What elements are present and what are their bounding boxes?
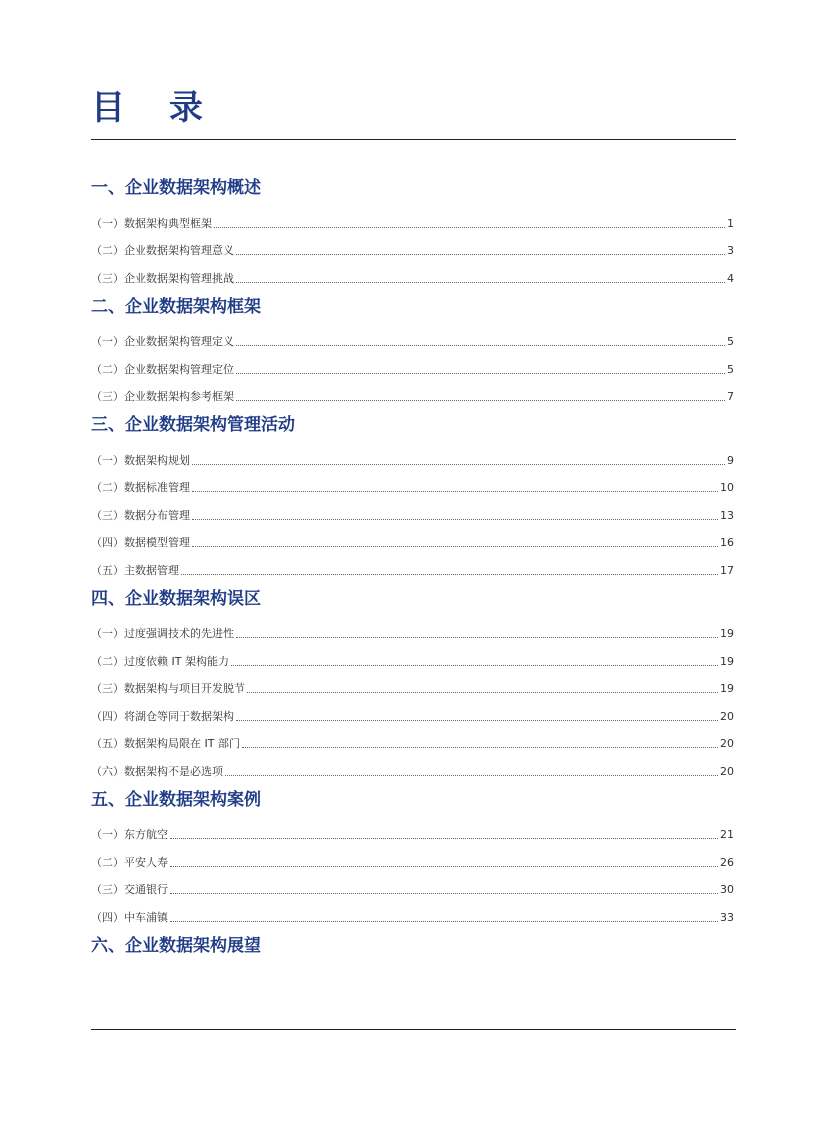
dot-leader (192, 518, 718, 520)
toc-entry-page-number: 20 (720, 764, 734, 778)
toc-entry[interactable] (91, 470, 734, 498)
dot-leader (247, 691, 718, 693)
dot-leader (236, 719, 718, 721)
toc-entry-page-number: 13 (720, 508, 734, 522)
dot-leader (236, 281, 725, 283)
toc-entry-label: （一）过度强调技术的先进性 (91, 627, 234, 640)
toc-entry[interactable] (91, 726, 734, 754)
dot-leader (225, 774, 718, 776)
toc-entry-label: （四）中车浦镇 (91, 910, 168, 924)
toc-entry[interactable] (91, 817, 734, 845)
toc-entry-page-number: 19 (720, 627, 734, 640)
dot-leader (192, 490, 718, 492)
section-title[interactable]: 一、企业数据架构概述 (91, 178, 261, 198)
toc-entry-page-number: 26 (720, 855, 734, 869)
toc-entry-label: （五）数据架构局限在 IT 部门 (91, 737, 240, 750)
toc-section (91, 294, 734, 407)
dot-leader (236, 636, 718, 638)
toc-entry-page-number: 5 (727, 362, 734, 376)
toc-section (91, 933, 734, 959)
toc-entry[interactable] (91, 525, 734, 553)
section-title[interactable]: 二、企业数据架构框架 (91, 296, 261, 317)
dot-leader (170, 920, 718, 922)
toc-entry-label: （一）企业数据架构管理定义 (91, 335, 234, 348)
toc-entry-page-number: 5 (727, 335, 734, 348)
toc-entry[interactable] (91, 872, 734, 900)
toc-entry[interactable] (91, 379, 734, 407)
dot-leader (231, 664, 718, 666)
toc-entry-label: （四）将湖仓等同于数据架构 (91, 709, 234, 723)
toc-entry-label: （三）数据架构与项目开发脱节 (91, 682, 245, 695)
toc-entry-label: （一）数据架构典型框架 (91, 216, 212, 230)
toc-entry[interactable] (91, 698, 734, 726)
toc-entry-page-number: 7 (727, 390, 734, 403)
dot-leader (214, 226, 725, 228)
toc-entry-label: （三）企业数据架构管理挑战 (91, 271, 234, 285)
toc-entry-page-number: 10 (720, 481, 734, 494)
toc-entry-page-number: 3 (727, 244, 734, 257)
section-title[interactable]: 六、企业数据架构展望 (91, 935, 261, 956)
toc-section (91, 412, 734, 580)
toc-entry[interactable] (91, 671, 734, 699)
toc-entry-page-number: 1 (727, 216, 734, 230)
toc-entry-label: （六）数据架构不是必选项 (91, 764, 223, 778)
toc-section (91, 586, 734, 781)
toc-entry-page-number: 17 (720, 563, 734, 577)
toc-entry-label: （四）数据模型管理 (91, 536, 190, 549)
toc-entry[interactable] (91, 899, 734, 927)
page-title: 目 录 (91, 88, 219, 128)
toc-entry-page-number: 4 (727, 271, 734, 285)
toc-entry[interactable] (91, 844, 734, 872)
dot-leader (170, 837, 718, 839)
toc-entry-page-number: 30 (720, 883, 734, 896)
dot-leader (192, 463, 725, 465)
dot-leader (170, 892, 718, 894)
top-divider (91, 139, 736, 140)
toc-entry[interactable] (91, 753, 734, 781)
section-title[interactable]: 三、企业数据架构管理活动 (91, 415, 295, 435)
toc-entry-page-number: 20 (720, 737, 734, 750)
toc-entry-page-number: 19 (720, 654, 734, 668)
bottom-divider (91, 1029, 736, 1030)
toc-entry-label: （三）数据分布管理 (91, 508, 190, 522)
table-of-contents (91, 175, 734, 965)
toc-entry-label: （三）交通银行 (91, 883, 168, 896)
toc-entry-label: （一）东方航空 (91, 828, 168, 841)
toc-entry[interactable] (91, 616, 734, 644)
dot-leader (236, 253, 725, 255)
toc-entry[interactable] (91, 497, 734, 525)
toc-entry[interactable] (91, 205, 734, 233)
dot-leader (236, 344, 725, 346)
toc-entry-page-number: 21 (720, 828, 734, 841)
toc-entry-label: （五）主数据管理 (91, 563, 179, 577)
toc-section (91, 787, 734, 927)
toc-entry-label: （二）企业数据架构管理定位 (91, 362, 234, 376)
section-title[interactable]: 四、企业数据架构误区 (91, 588, 261, 609)
dot-leader (170, 865, 718, 867)
toc-entry[interactable] (91, 233, 734, 261)
toc-entry-page-number: 20 (720, 709, 734, 723)
toc-entry-label: （二）企业数据架构管理意义 (91, 244, 234, 257)
toc-entry-label: （一）数据架构规划 (91, 453, 190, 467)
toc-entry[interactable] (91, 324, 734, 352)
dot-leader (181, 573, 718, 575)
toc-entry-page-number: 33 (720, 910, 734, 924)
toc-entry[interactable] (91, 260, 734, 288)
dot-leader (192, 545, 718, 547)
toc-entry[interactable] (91, 351, 734, 379)
toc-entry-page-number: 19 (720, 682, 734, 695)
toc-entry-label: （二）平安人寿 (91, 855, 168, 869)
toc-entry-label: （二）过度依赖 IT 架构能力 (91, 654, 229, 668)
dot-leader (242, 746, 718, 748)
dot-leader (236, 399, 725, 401)
toc-entry-label: （二）数据标准管理 (91, 481, 190, 494)
toc-entry[interactable] (91, 552, 734, 580)
toc-section (91, 175, 734, 288)
toc-entry-page-number: 9 (727, 453, 734, 467)
dot-leader (236, 372, 725, 374)
toc-entry-page-number: 16 (720, 536, 734, 549)
toc-entry[interactable] (91, 643, 734, 671)
section-title[interactable]: 五、企业数据架构案例 (91, 789, 261, 810)
toc-entry-label: （三）企业数据架构参考框架 (91, 390, 234, 403)
toc-entry[interactable] (91, 442, 734, 470)
